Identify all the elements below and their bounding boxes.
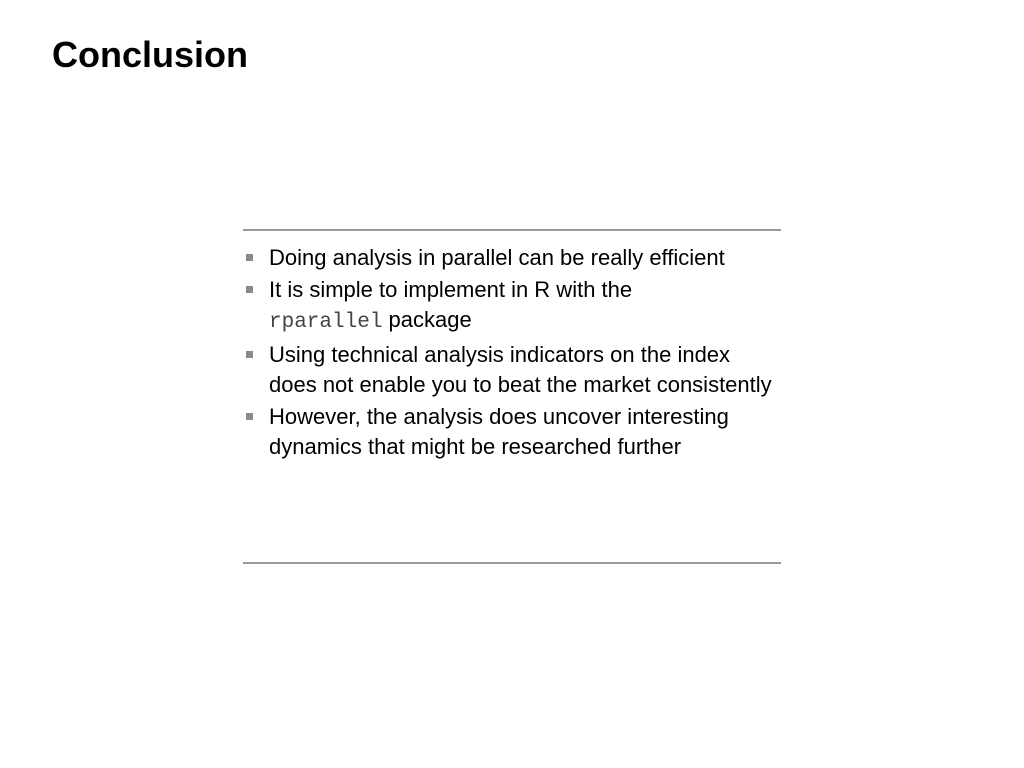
- bullet-item-technical-analysis: [243, 340, 781, 401]
- package-name-code: rparallel: [269, 311, 383, 334]
- bullet-text: It is simple to implement in R with the: [269, 276, 633, 302]
- bullet-text: However, the analysis does uncover interesting dynamics that might be researched further: [269, 403, 729, 459]
- bullet-item-dynamics: [243, 402, 781, 463]
- bullet-list: [243, 243, 781, 464]
- bullet-text: Doing analysis in parallel can be really efficient: [269, 245, 725, 270]
- square-bullet-icon: [246, 351, 253, 358]
- bullet-text-suffix: package: [388, 307, 472, 332]
- content-panel: [243, 229, 781, 564]
- square-bullet-icon: [246, 286, 253, 293]
- square-bullet-icon: [246, 413, 253, 420]
- square-bullet-icon: [246, 254, 253, 261]
- bullet-item-rparallel: [243, 275, 781, 339]
- bullet-item-parallel-efficiency: [243, 243, 781, 274]
- bullet-text: Using technical analysis indicators on the index does not enable you to beat the market consistently: [269, 341, 772, 397]
- slide-title: Conclusion: [52, 34, 248, 75]
